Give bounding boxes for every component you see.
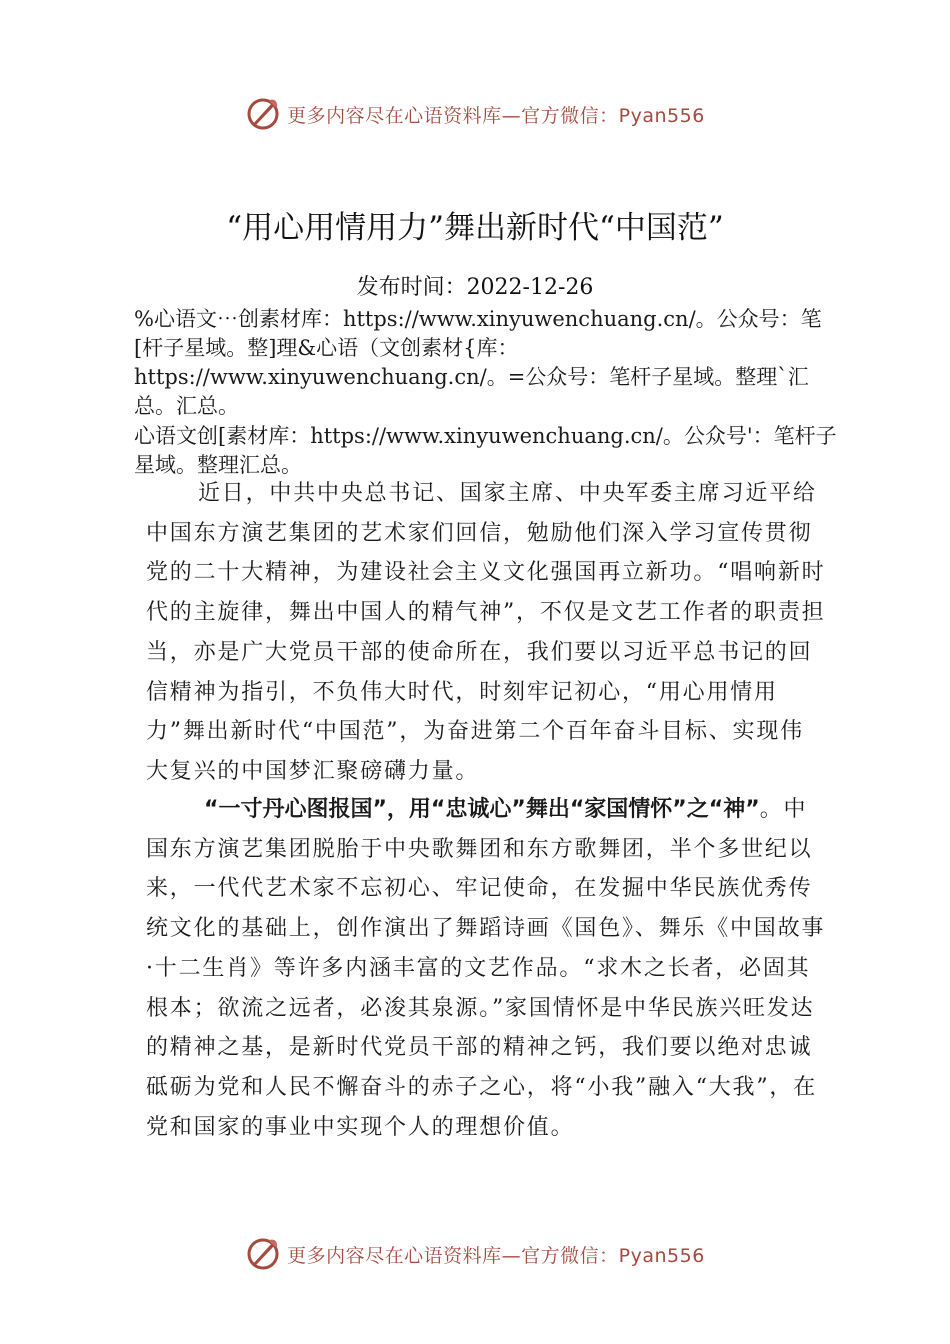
intro-paragraph: 近日，中共中央总书记、国家主席、中央军委主席习近平给中国东方演艺集团的艺术家们回信，勉励他们深入学习宣传贯彻党的二十大精神，为建设社会主义文化强国再立新功。“唱响新时代的主旋律，舞出中国人的精气神”，不仅是文艺工作者的职责担当，亦是广大党员干部的使命所在，我们要以习近平总书记的回信精神为指引，不负伟大时代，时刻牢记初心，“用心用情用力”舞出新时代“中国范”，为奋进第二个百年奋斗目标、实现伟大复兴的中国梦汇聚磅礴力量。 (146, 481, 826, 784)
page-title: “用心用情用力”舞出新时代“中国范” (226, 210, 724, 246)
section-1-text: 。中国东方演艺集团脱胎于中央歌舞团和东方歌舞团，半个多世纪以来，一代代艺术家不忘初心、牢记使命，在发掘中华民族优秀传统文化的基础上，创作演出了舞蹈诗画《国色》、舞乐《中国故事·十二生肖》等许多内涵丰富的文艺作品。“求木之长者，必固其根本；欲流之远者，必浚其泉源。”家国情怀是中华民族兴旺发达的精神之基，是新时代党员干部的精神之钙，我们要以绝对忠诚砥砺为党和人民不懈奋斗的赤子之心，将“小我”融入“大我”，在党和国家的事业中实现个人的理想价值。 (146, 797, 826, 1140)
watermark-text: 更多内容尽在心语资料库—官方微信：Pyan556 (287, 104, 705, 127)
section-1-paragraph (146, 790, 826, 1147)
publish-date: 发布时间：2022-12-26 (356, 275, 594, 300)
section-1-heading: “一寸丹心图报国”，用“忠诚心”舞出“家国情怀”之“神” (204, 797, 760, 822)
header-watermark-banner (0, 94, 950, 134)
source-note-1: %心语文⋯创素材库：https://www.xinyuwenchuang.cn/。公众号：笔[杆子星域。整]理&心语（文创素材{库：https://www.xinyuwenchuang.cn/。=公众号：笔杆子星域。整理`汇总。汇总。 (134, 307, 822, 418)
source-note-2: 心语文创[素材库：https://www.xinyuwenchuang.cn/。公众号'：笔杆子星域。整理汇总。 (134, 424, 837, 477)
footer-watermark-banner (0, 1234, 950, 1274)
quill-emblem-icon (245, 1236, 281, 1272)
quill-emblem-icon (245, 96, 281, 132)
watermark-text: 更多内容尽在心语资料库—官方微信：Pyan556 (287, 1244, 705, 1267)
